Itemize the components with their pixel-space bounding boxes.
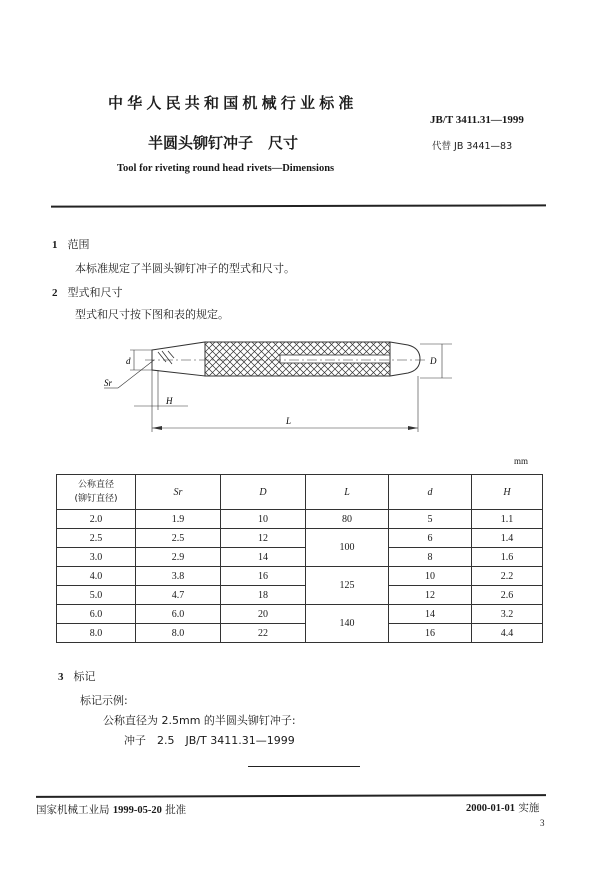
cell-H: 1.1 — [472, 510, 543, 529]
cell-H: 2.6 — [472, 586, 543, 605]
page-number: 3 — [540, 818, 545, 828]
cell-H: 1.4 — [472, 529, 543, 548]
cell-D: 20 — [221, 605, 306, 624]
cell-L: 125 — [306, 567, 389, 605]
header-d: d — [389, 475, 472, 510]
cell-sr: 2.5 — [136, 529, 221, 548]
cell-sr: 6.0 — [136, 605, 221, 624]
section-number: 2 — [52, 287, 58, 299]
table-row — [57, 586, 543, 605]
header-divider — [51, 204, 546, 207]
cell-d: 12 — [389, 586, 472, 605]
table-row — [57, 510, 543, 529]
dimensions-table — [56, 474, 543, 643]
approval-date: 1999-05-20 — [112, 805, 162, 816]
label-Sr: Sr — [104, 378, 113, 388]
rivet-punch-drawing — [90, 320, 460, 440]
cell-d: 8 — [389, 548, 472, 567]
footer-divider — [36, 794, 546, 797]
label-d: d — [126, 356, 131, 366]
section-title: 标记 — [73, 670, 96, 683]
replaces-note: 代替 JB 3441—83 — [432, 141, 513, 152]
cell-H: 2.2 — [472, 567, 543, 586]
cell-sr: 4.7 — [136, 586, 221, 605]
approver: 国家机械工业局 — [36, 804, 110, 816]
approval-info — [36, 802, 186, 817]
marking-example-label: 标记示例: — [80, 694, 128, 707]
cell-sr: 8.0 — [136, 624, 221, 643]
cell-D: 22 — [221, 624, 306, 643]
effective-date: 2000-01-01 — [466, 803, 515, 814]
section-2-heading — [52, 284, 123, 300]
section-number: 1 — [52, 239, 58, 251]
marking-example-code: 冲子 2.5 JB/T 3411.31—1999 — [124, 734, 295, 747]
header-H: H — [472, 475, 543, 510]
approval-word: 批准 — [165, 804, 187, 816]
cell-D: 16 — [221, 567, 306, 586]
cell-sr: 2.9 — [136, 548, 221, 567]
cell-nominal: 3.0 — [57, 548, 136, 567]
cell-nominal: 2.5 — [57, 529, 136, 548]
table-row — [57, 567, 543, 586]
table-row — [57, 548, 543, 567]
cell-D: 18 — [221, 586, 306, 605]
label-D: D — [430, 356, 437, 366]
marking-example-desc: 公称直径为 2.5mm 的半圆头铆钉冲子: — [103, 714, 296, 727]
cell-sr: 1.9 — [136, 510, 221, 529]
section-2-body: 型式和尺寸按下图和表的规定。 — [75, 308, 229, 321]
header-nominal-diameter: 公称直径 (铆钉直径) — [57, 475, 136, 510]
unit-label: mm — [514, 456, 529, 466]
header-L: L — [306, 475, 389, 510]
section-title: 范围 — [67, 238, 90, 251]
cell-H: 1.6 — [472, 548, 543, 567]
section-1-body: 本标准规定了半圆头铆钉冲子的型式和尺寸。 — [75, 262, 295, 275]
header-D: D — [221, 475, 306, 510]
table-row — [57, 605, 543, 624]
cell-L: 140 — [306, 605, 389, 643]
table-row — [57, 529, 543, 548]
section-3-heading — [58, 668, 96, 684]
cell-d: 5 — [389, 510, 472, 529]
cell-L: 80 — [306, 510, 389, 529]
table-header-row — [57, 475, 543, 510]
cell-nominal: 2.0 — [57, 510, 136, 529]
effective-info — [466, 800, 539, 815]
cell-H: 3.2 — [472, 605, 543, 624]
label-H: H — [166, 396, 173, 406]
standard-number: JB/T 3411.31—1999 — [430, 114, 524, 126]
cell-d: 16 — [389, 624, 472, 643]
document-title: 半圆头铆钉冲子 尺寸 — [148, 134, 299, 152]
cell-D: 10 — [221, 510, 306, 529]
effective-word: 实施 — [518, 802, 540, 814]
cell-D: 14 — [221, 548, 306, 567]
cell-D: 12 — [221, 529, 306, 548]
org-title: 中华人民共和国机械行业标准 — [108, 94, 358, 112]
cell-sr: 3.8 — [136, 567, 221, 586]
english-title: Tool for riveting round head rivets—Dimensions — [117, 163, 335, 174]
cell-L: 100 — [306, 529, 389, 567]
cell-nominal: 4.0 — [57, 567, 136, 586]
cell-H: 4.4 — [472, 624, 543, 643]
end-divider — [248, 766, 360, 767]
cell-nominal: 6.0 — [57, 605, 136, 624]
table-row — [57, 624, 543, 643]
section-number: 3 — [58, 671, 64, 683]
label-L: L — [286, 416, 292, 426]
cell-nominal: 8.0 — [57, 624, 136, 643]
cell-nominal: 5.0 — [57, 586, 136, 605]
cell-d: 14 — [389, 605, 472, 624]
section-1-heading — [52, 236, 90, 252]
cell-d: 6 — [389, 529, 472, 548]
cell-d: 10 — [389, 567, 472, 586]
header-sr: Sr — [136, 475, 221, 510]
section-title: 型式和尺寸 — [67, 286, 123, 299]
